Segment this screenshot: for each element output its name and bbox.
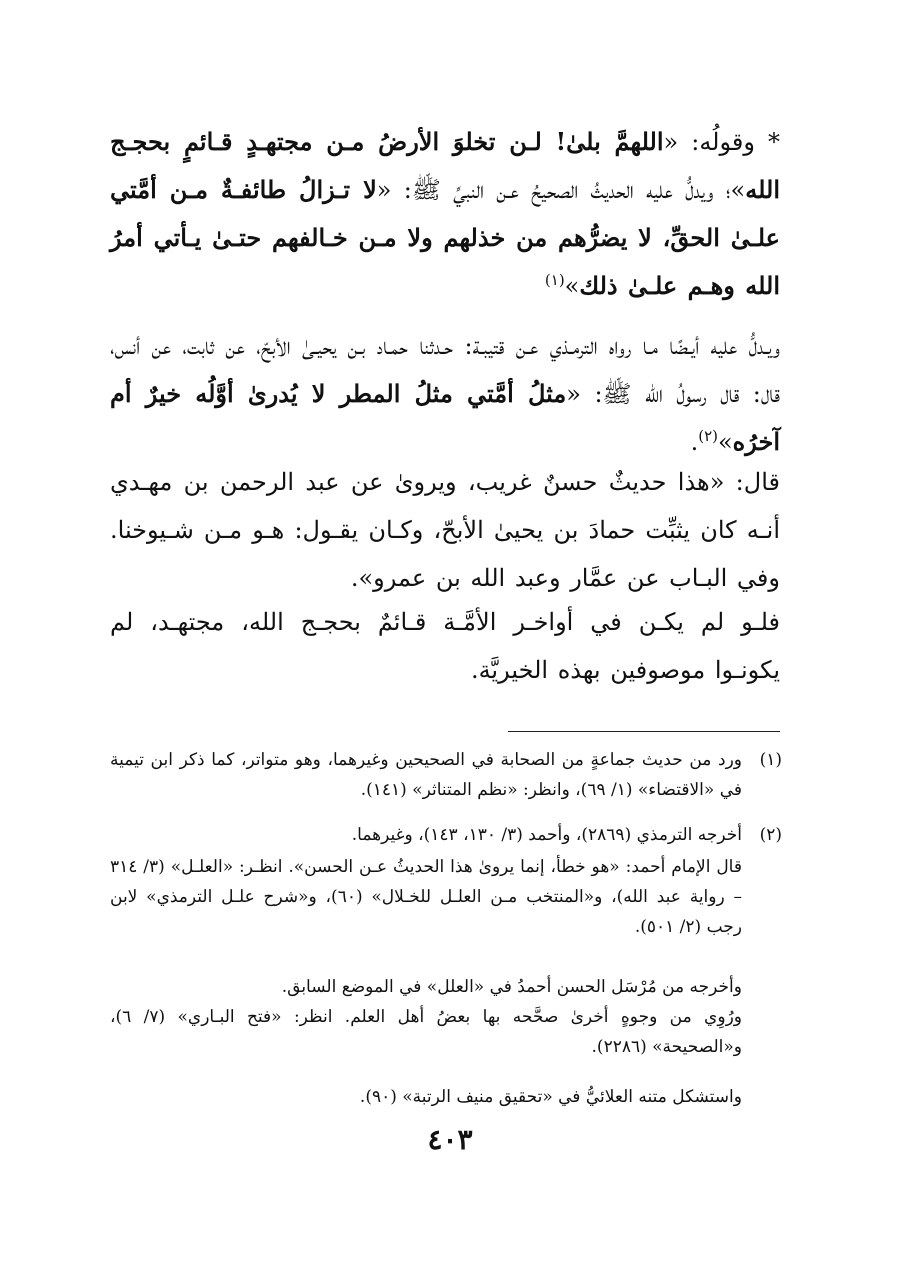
footnote-1-number: (١) (759, 750, 782, 770)
page-number: ٤٠٣ (427, 1123, 473, 1156)
paragraph-4: فلـو لم يكـن في أواخـر الأمَّـة قـائمٌ بحجـج الله، مجتهـد، لم يكونـوا موصوفين بهذه الخيريَّة. (110, 608, 780, 684)
paragraph-2-end: . (690, 428, 699, 456)
footnote-2 (110, 820, 782, 850)
footnote-2-continuation-2 (110, 972, 782, 1002)
footnote-2-continuation-3 (110, 1002, 782, 1062)
paragraph-1-close-quote: » (564, 272, 580, 300)
footnote-ref-1: (١) (544, 271, 565, 289)
footnote-1-text: ورد من حديث جماعةٍ من الصحابة في الصحيحين وغيرهما، وهو متواتر، كما ذكر ابن تيمية في «الاقتضاء» (١/ ٦٩)، وانظر: «نظم المتناثر» (١٤١). (110, 750, 742, 800)
paragraph-1-middle: »؛ ويدلُّ عليه الحديثُ الصحيحُ عـن النبيِّ ﷺ: « (376, 176, 746, 204)
footnote-2-continuation-2-text: وأخرجه من مُرْسَل الحسن أحمدُ في «العلل» في الموضع السابق. (281, 977, 742, 997)
footnote-2-continuation-1-text: قال الإمام أحمد: «هو خطأ، إنما يروىٰ هذا الحديثُ عـن الحسن». انظـر: «العلـل» (٣/ ٣١٤ – رواية عبد الله)، و«المنتخب مـن العلـل للخـلال» (٦٠)، و«شرح علـل الترمذي» لابن رجب (٢/ ٥٠١). (110, 857, 742, 937)
paragraph-1 (110, 118, 780, 310)
paragraph-1-quote-1: اللهمَّ بلىٰ! لـن تخلوَ الأرضُ مـن مجتهـدٍ قـائمٍ بحجـج الله (110, 127, 780, 204)
paragraph-2-lead: ويـدلُّ عليه أيـضًا مـا رواه الترمـذي عـن قتيبـة: حـدثنا حمـاد بـن يحيـىٰ الأبحّ، عن ثابت، عن أنس، قال: قال رسولُ الله ﷺ: « (110, 332, 781, 408)
footnote-2-text: أخرجه الترمذي (٢٨٦٩)، وأحمد (٣/ ١٣٠، ١٤٣)، وغيرهما. (351, 825, 742, 845)
paragraph-2-hadith-quote: مثلُ أمَّتي مثلُ المطر لا يُدرىٰ أوَّلُه خيرٌ أم آخرُه (110, 379, 780, 456)
paragraph-2-close-quote: » (717, 428, 733, 456)
paragraph-1-hadith-quote: لا تـزالُ طائفـةٌ مـن أمَّتي علـىٰ الحقِّ، لا يضرُّهم من خذلهم ولا مـن خـالفهم حتـىٰ يـأتي أمرُ الله وهـم علـىٰ ذلك (110, 175, 780, 300)
footnote-separator (508, 731, 780, 732)
footnote-1 (110, 745, 782, 805)
paragraph-1-lead: * وقولُه: « (663, 128, 781, 156)
paragraph-2 (110, 322, 780, 466)
footnote-2-continuation-4 (110, 1082, 782, 1112)
footnote-2-continuation-4-text: واستشكل متنه العلائيُّ في «تحقيق منيف الرتبة» (٩٠). (359, 1087, 742, 1107)
paragraph-3: قال: «هذا حديثٌ حسنٌ غريب، ويروىٰ عن عبد الرحمن بن مهـدي أنـه كان يثبِّت حمادَ بن يحيىٰ الأبحّ، وكـان يقـول: هـو مـن شـيوخنا. وفي البـاب عن عمَّار وعبد الله بن عمرو». (110, 468, 780, 592)
footnote-2-continuation-1 (110, 852, 782, 942)
footnote-2-number: (٢) (759, 825, 782, 845)
footnote-ref-2: (٢) (698, 427, 718, 445)
footnote-2-continuation-3-text: ورُوِي من وجوهٍ أخرىٰ صحَّحه بها بعضُ أهل العلم. انظر: «فتح البـاري» (٧/ ٦)، و«الصحيحة» (٢٢٨٦). (110, 1007, 742, 1057)
